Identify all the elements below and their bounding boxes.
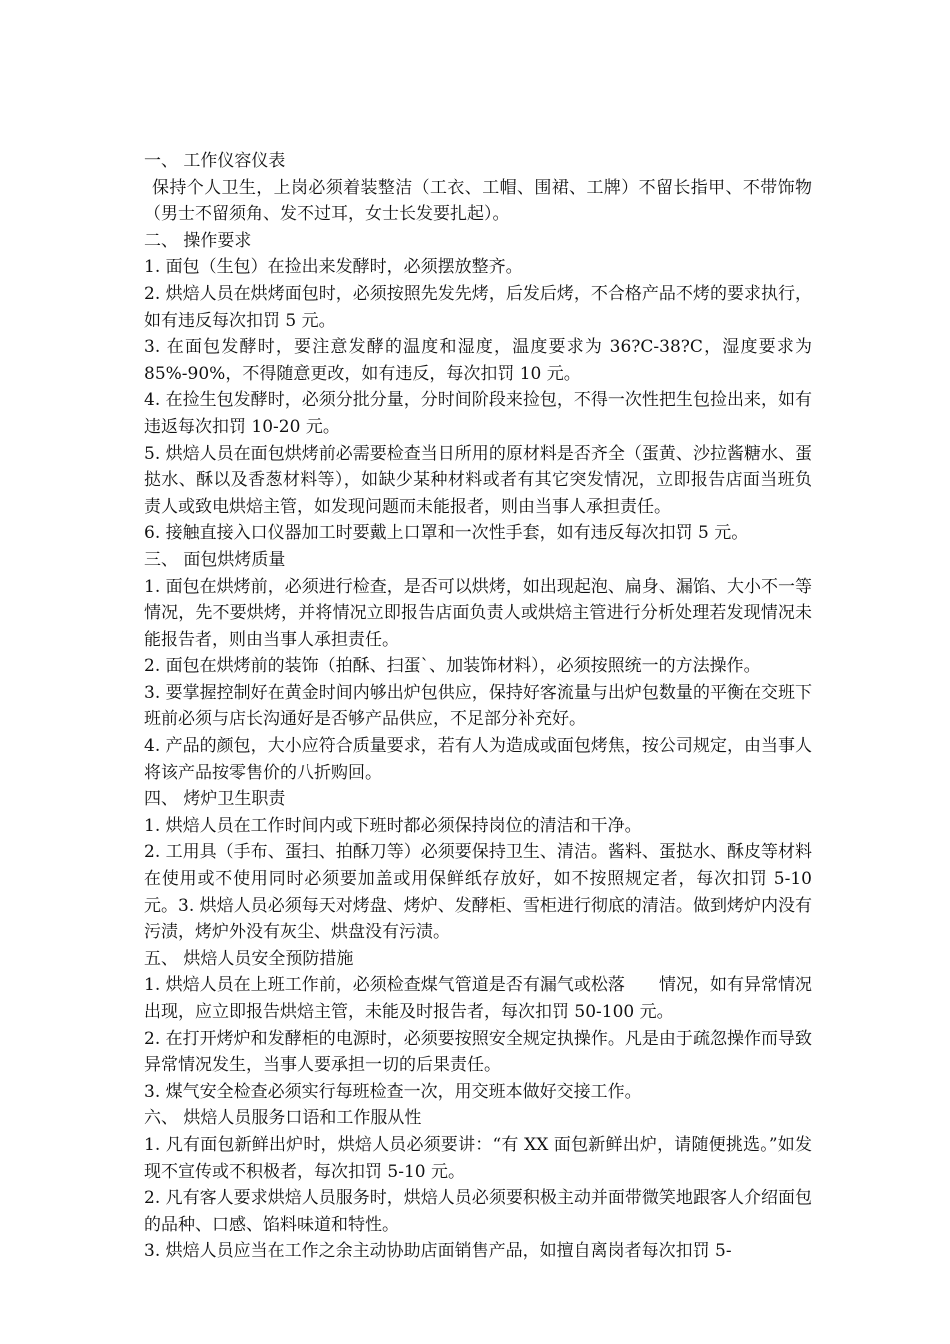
section-appearance: [144, 148, 812, 228]
section-service-language: [144, 1105, 812, 1265]
section-heading: 三、 面包烘烤质量: [144, 549, 286, 570]
section-heading: 一、 工作仪容仪表: [144, 151, 286, 171]
paragraph: 2. 工用具（手布、蛋扫、拍酥刀等）必须要保持卫生、清洁。酱料、蛋挞水、酥皮等材料在使用或不使用同时必须要加盖或用保鲜纸存放好，如不按照规定者，每次扣罚 5-10 元。3. 烘焙人员必须每天对烤盘、烤炉、发酵柜、雪柜进行彻底的清洁。做到烤炉内没有污渍，烤炉外没有灰尘、烘盘没有污渍。: [144, 842, 812, 943]
paragraph: 3. 烘焙人员应当在工作之余主动协助店面销售产品，如擅自离岗者每次扣罚 5-: [144, 1241, 732, 1262]
section-operation-requirements: [144, 228, 812, 547]
paragraph: 1. 凡有面包新鲜出炉时，烘焙人员必须要讲：“有 XX 面包新鲜出炉，请随便挑选。”如发现不宣传或不积极者，每次扣罚 5-10 元。: [144, 1134, 812, 1182]
section-baking-quality: [144, 547, 812, 786]
paragraph: 1. 面包在烘烤前，必须进行检查，是否可以烘烤，如出现起泡、扁身、漏馅、大小不一等情况，先不要烘烤，并将情况立即报告店面负责人或烘焙主管进行分析处理若发现情况未能报告者，则由当事人承担责任。: [144, 576, 812, 650]
paragraph: 3. 煤气安全检查必须实行每班检查一次，用交班本做好交接工作。: [144, 1081, 642, 1102]
paragraph: 1. 烘焙人员在工作时间内或下班时都必须保持岗位的清洁和干净。: [144, 815, 642, 836]
paragraph: 5. 烘焙人员在面包烘烤前必需要检查当日所用的原材料是否齐全（蛋黄、沙拉酱糖水、蛋挞水、酥以及香葱材料等），如缺少某种材料或者有其它突发情况，立即报告店面当班负责人或致电烘焙主管，如发现问题而未能报者，则由当事人承担责任。: [144, 443, 812, 517]
paragraph: 1. 烘焙人员在上班工作前，必须检查煤气管道是否有漏气或松落 情况，如有异常情况出现，应立即报告烘焙主管，未能及时报告者，每次扣罚 50-100 元。: [144, 975, 812, 1022]
section-heading: 二、 操作要求: [144, 230, 252, 251]
paragraph: 2. 凡有客人要求烘焙人员服务时，烘焙人员必须要积极主动并面带微笑地跟客人介绍面包的品种、口感、馅料味道和特性。: [144, 1188, 812, 1235]
section-heading: 六、 烘焙人员服务口语和工作服从性: [144, 1108, 422, 1129]
paragraph: 3. 在面包发酵时，要注意发酵的温度和湿度，温度要求为 36?C-38?C，湿度要求为 85%-90%，不得随意更改，如有违反，每次扣罚 10 元。: [144, 337, 812, 384]
document-body: [144, 148, 812, 1265]
paragraph: 2. 在打开烤炉和发酵柜的电源时，必须要按照安全规定执操作。凡是由于疏忽操作而导致异常情况发生，当事人要承担一切的后果责任。: [144, 1028, 812, 1076]
paragraph: 4. 产品的颜包，大小应符合质量要求，若有人为造成或面包烤焦，按公司规定，由当事人将该产品按零售价的八折购回。: [144, 736, 812, 783]
paragraph: 2. 面包在烘烤前的装饰（拍酥、扫蛋`、加装饰材料），必须按照统一的方法操作。: [144, 656, 761, 677]
paragraph: 2. 烘焙人员在烘烤面包时，必须按照先发先烤，后发后烤，不合格产品不烤的要求执行，如有违反每次扣罚 5 元。: [144, 283, 812, 331]
section-heading: 五、 烘焙人员安全预防措施: [144, 948, 354, 969]
paragraph: 保持个人卫生，上岗必须着装整洁（工衣、工帽、围裙、工牌）不留长指甲、不带饰物（男士不留须角、发不过耳，女士长发要扎起）。: [144, 177, 812, 225]
paragraph: 6. 接触直接入口仪器加工时要戴上口罩和一次性手套，如有违反每次扣罚 5 元。: [144, 523, 749, 544]
paragraph: 3. 要掌握控制好在黄金时间内够出炉包供应，保持好客流量与出炉包数量的平衡在交班下班前必须与店长沟通好是否够产品供应，不足部分补充好。: [144, 682, 812, 730]
paragraph: 1. 面包（生包）在捡出来发酵时，必须摆放整齐。: [144, 257, 523, 278]
paragraph: 4. 在捡生包发酵时，必须分批分量，分时间阶段来捡包，不得一次性把生包捡出来，如有违返每次扣罚 10-20 元。: [144, 390, 812, 437]
section-oven-hygiene: [144, 786, 812, 946]
section-safety-measures: [144, 946, 812, 1106]
section-heading: 四、 烤炉卫生职责: [144, 789, 286, 810]
